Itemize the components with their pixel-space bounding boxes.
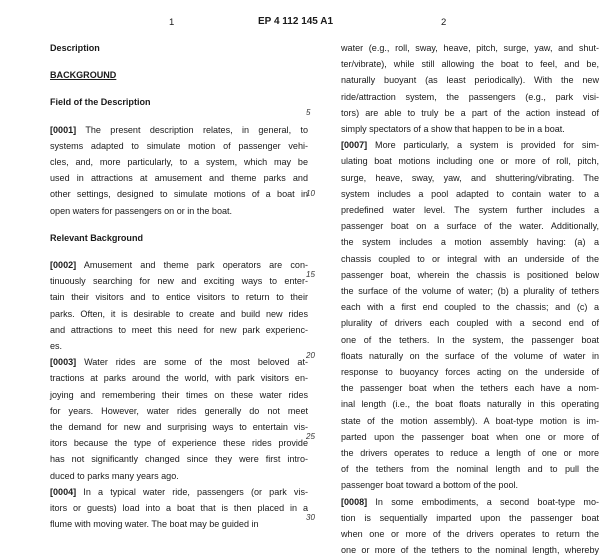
page-number-left: 1 xyxy=(169,17,175,28)
text-line: tinuously searching for new and exciting ways to enter- xyxy=(50,276,308,287)
paragraph-0002 xyxy=(50,257,308,354)
text-line: floats naturally on the surface of the volume of water in xyxy=(341,350,599,361)
text-line: ulating boat motions including one or more of roll, pitch, xyxy=(341,156,599,167)
text-line: tion is sequentially imparted upon the passenger boat xyxy=(341,512,599,523)
text-line: itors because the type of experience these rides provide xyxy=(50,438,308,449)
right-column xyxy=(341,40,599,559)
text-line: [0001] The present description relates, in general, to xyxy=(50,124,308,135)
text-line: the system includes a motion assembly having: (a) a xyxy=(341,237,599,248)
text-line: ter/vibrate), while still allowing the boat to feel, and be, xyxy=(341,59,599,70)
text-line: response to buoyancy forces acting on the underside of xyxy=(341,367,599,378)
paragraph-0003 xyxy=(50,354,308,484)
text-line: inal length (i.e., the boat floats naturally in this operating xyxy=(341,399,599,410)
text-line: [0004] In a typical water ride, passengers (or park vis- xyxy=(50,486,308,497)
line-number: 20 xyxy=(306,350,315,360)
text-line: [0002] Amusement and theme park operators are con- xyxy=(50,260,308,271)
line-number: 15 xyxy=(306,269,315,279)
paragraph-number: [0007] xyxy=(341,140,368,151)
text-line: flume with moving water. The boat may be guided in xyxy=(50,519,259,530)
text-line: and attractions to meet this need for new park experienc- xyxy=(50,324,308,335)
text-line: surge, heave, sway, yaw, and shuttering/vibrating. The xyxy=(341,172,599,183)
text-line: systems adapted to simulate motion of passenger vehi- xyxy=(50,140,308,151)
paragraph-number: [0003] xyxy=(50,357,77,368)
text-line: simply spectators of a show that happen to be in a boat. xyxy=(341,124,565,135)
text-line: itors or guests) load into a boat that is then placed in a xyxy=(50,503,308,514)
text-line: system includes a pool adapted to contain water to a xyxy=(341,188,599,199)
text-line: the surface of the volume of water; (b) a plurality of tethers xyxy=(341,286,599,297)
text-line: state of the motion assembly). A boat-type motion is im- xyxy=(341,415,599,426)
paragraph-number: [0002] xyxy=(50,260,77,271)
text-line: plurality of drivers each coupled with a second end of xyxy=(341,318,599,329)
text-line: passenger boat toward a bottom of the pool. xyxy=(341,480,519,491)
line-number: 5 xyxy=(306,107,311,117)
heading-background: BACKGROUND xyxy=(50,70,117,81)
text-line: naturally buoyant (as least periodically). With the new xyxy=(341,75,599,86)
text-line: has not significantly changed since they were first intro- xyxy=(50,454,308,465)
text-line: water (e.g., roll, sway, heave, pitch, surge, yaw, and shut- xyxy=(341,43,599,53)
text-line: the passenger boat when the tethers each have a nom- xyxy=(341,383,599,394)
text-line: other settings, designed to simulate motions of a boat in xyxy=(50,189,308,200)
line-number: 10 xyxy=(306,188,315,198)
heading-relevant-background: Relevant Background xyxy=(50,232,144,243)
line-number: 25 xyxy=(306,431,315,441)
text-line: the drivers operates to reduce a length of one or more xyxy=(341,448,599,459)
paragraph-number: [0008] xyxy=(341,496,368,507)
section-description: Description xyxy=(50,43,100,53)
text-line: parks. Often, it is desirable to create and build new rides xyxy=(50,308,308,319)
text-line: [0003] Water rides are some of the most beloved at- xyxy=(50,357,308,368)
text-line: for years. However, water rides generally do not meet xyxy=(50,405,308,416)
line-number: 30 xyxy=(306,512,315,522)
page-number-right: 2 xyxy=(441,17,447,28)
text-line: one or more of the tethers to the nominal length, whereby xyxy=(341,545,599,556)
text-line: cles, and, more particularly, to a system, which may be xyxy=(50,157,308,168)
text-line: chassis coupled to or integral with an underside of the xyxy=(341,253,599,264)
paragraph-number: [0004] xyxy=(50,486,77,497)
text-line: when one or more of the drivers operates to return the xyxy=(341,529,599,540)
text-line: predefined water level. The system further includes a xyxy=(341,205,599,216)
text-line: [0007] More particularly, a system is provided for sim- xyxy=(341,140,599,151)
publication-number: EP 4 112 145 A1 xyxy=(258,16,334,27)
text-line: one of the tethers. In the system, the passenger boat xyxy=(341,334,599,345)
heading-field: Field of the Description xyxy=(50,97,151,108)
text-line: tors) are able to truly be a part of the action instead of xyxy=(341,107,599,118)
text-line: parted upon the passenger boat when one or more of xyxy=(341,431,599,442)
paragraph-0001 xyxy=(50,122,308,219)
paragraph-0004 xyxy=(50,484,308,533)
text-line: passenger boat, wherein the chassis is positioned below xyxy=(341,269,599,280)
text-line: the demand for new and surprising ways to entertain vis- xyxy=(50,422,308,433)
text-line: passenger boat on a surface of the water. Additionally, xyxy=(341,221,599,232)
text-line: each with a first end coupled to the chassis; and (c) a xyxy=(341,302,599,313)
text-line: es. xyxy=(50,341,63,352)
text-line: ride/attraction system, the passengers (e.g., park visi- xyxy=(341,91,599,102)
paragraph-number: [0001] xyxy=(50,124,77,135)
text-line: duced to parks many years ago. xyxy=(50,470,179,481)
text-line: of the tethers from the nominal length and to pull the xyxy=(341,464,599,475)
text-line: used in attractions at amusement and theme parks and xyxy=(50,173,308,184)
text-line: [0008] In some embodiments, a second boat-type mo- xyxy=(341,496,599,507)
text-line: tractions at parks around the world, with park visitors en- xyxy=(50,373,308,384)
text-line: joying and remembering their times on these water rides xyxy=(50,389,308,400)
text-line: open waters for passengers on or in the boat. xyxy=(50,205,233,216)
text-line: tain their visitors and to entice visitors to return to their xyxy=(50,292,308,303)
